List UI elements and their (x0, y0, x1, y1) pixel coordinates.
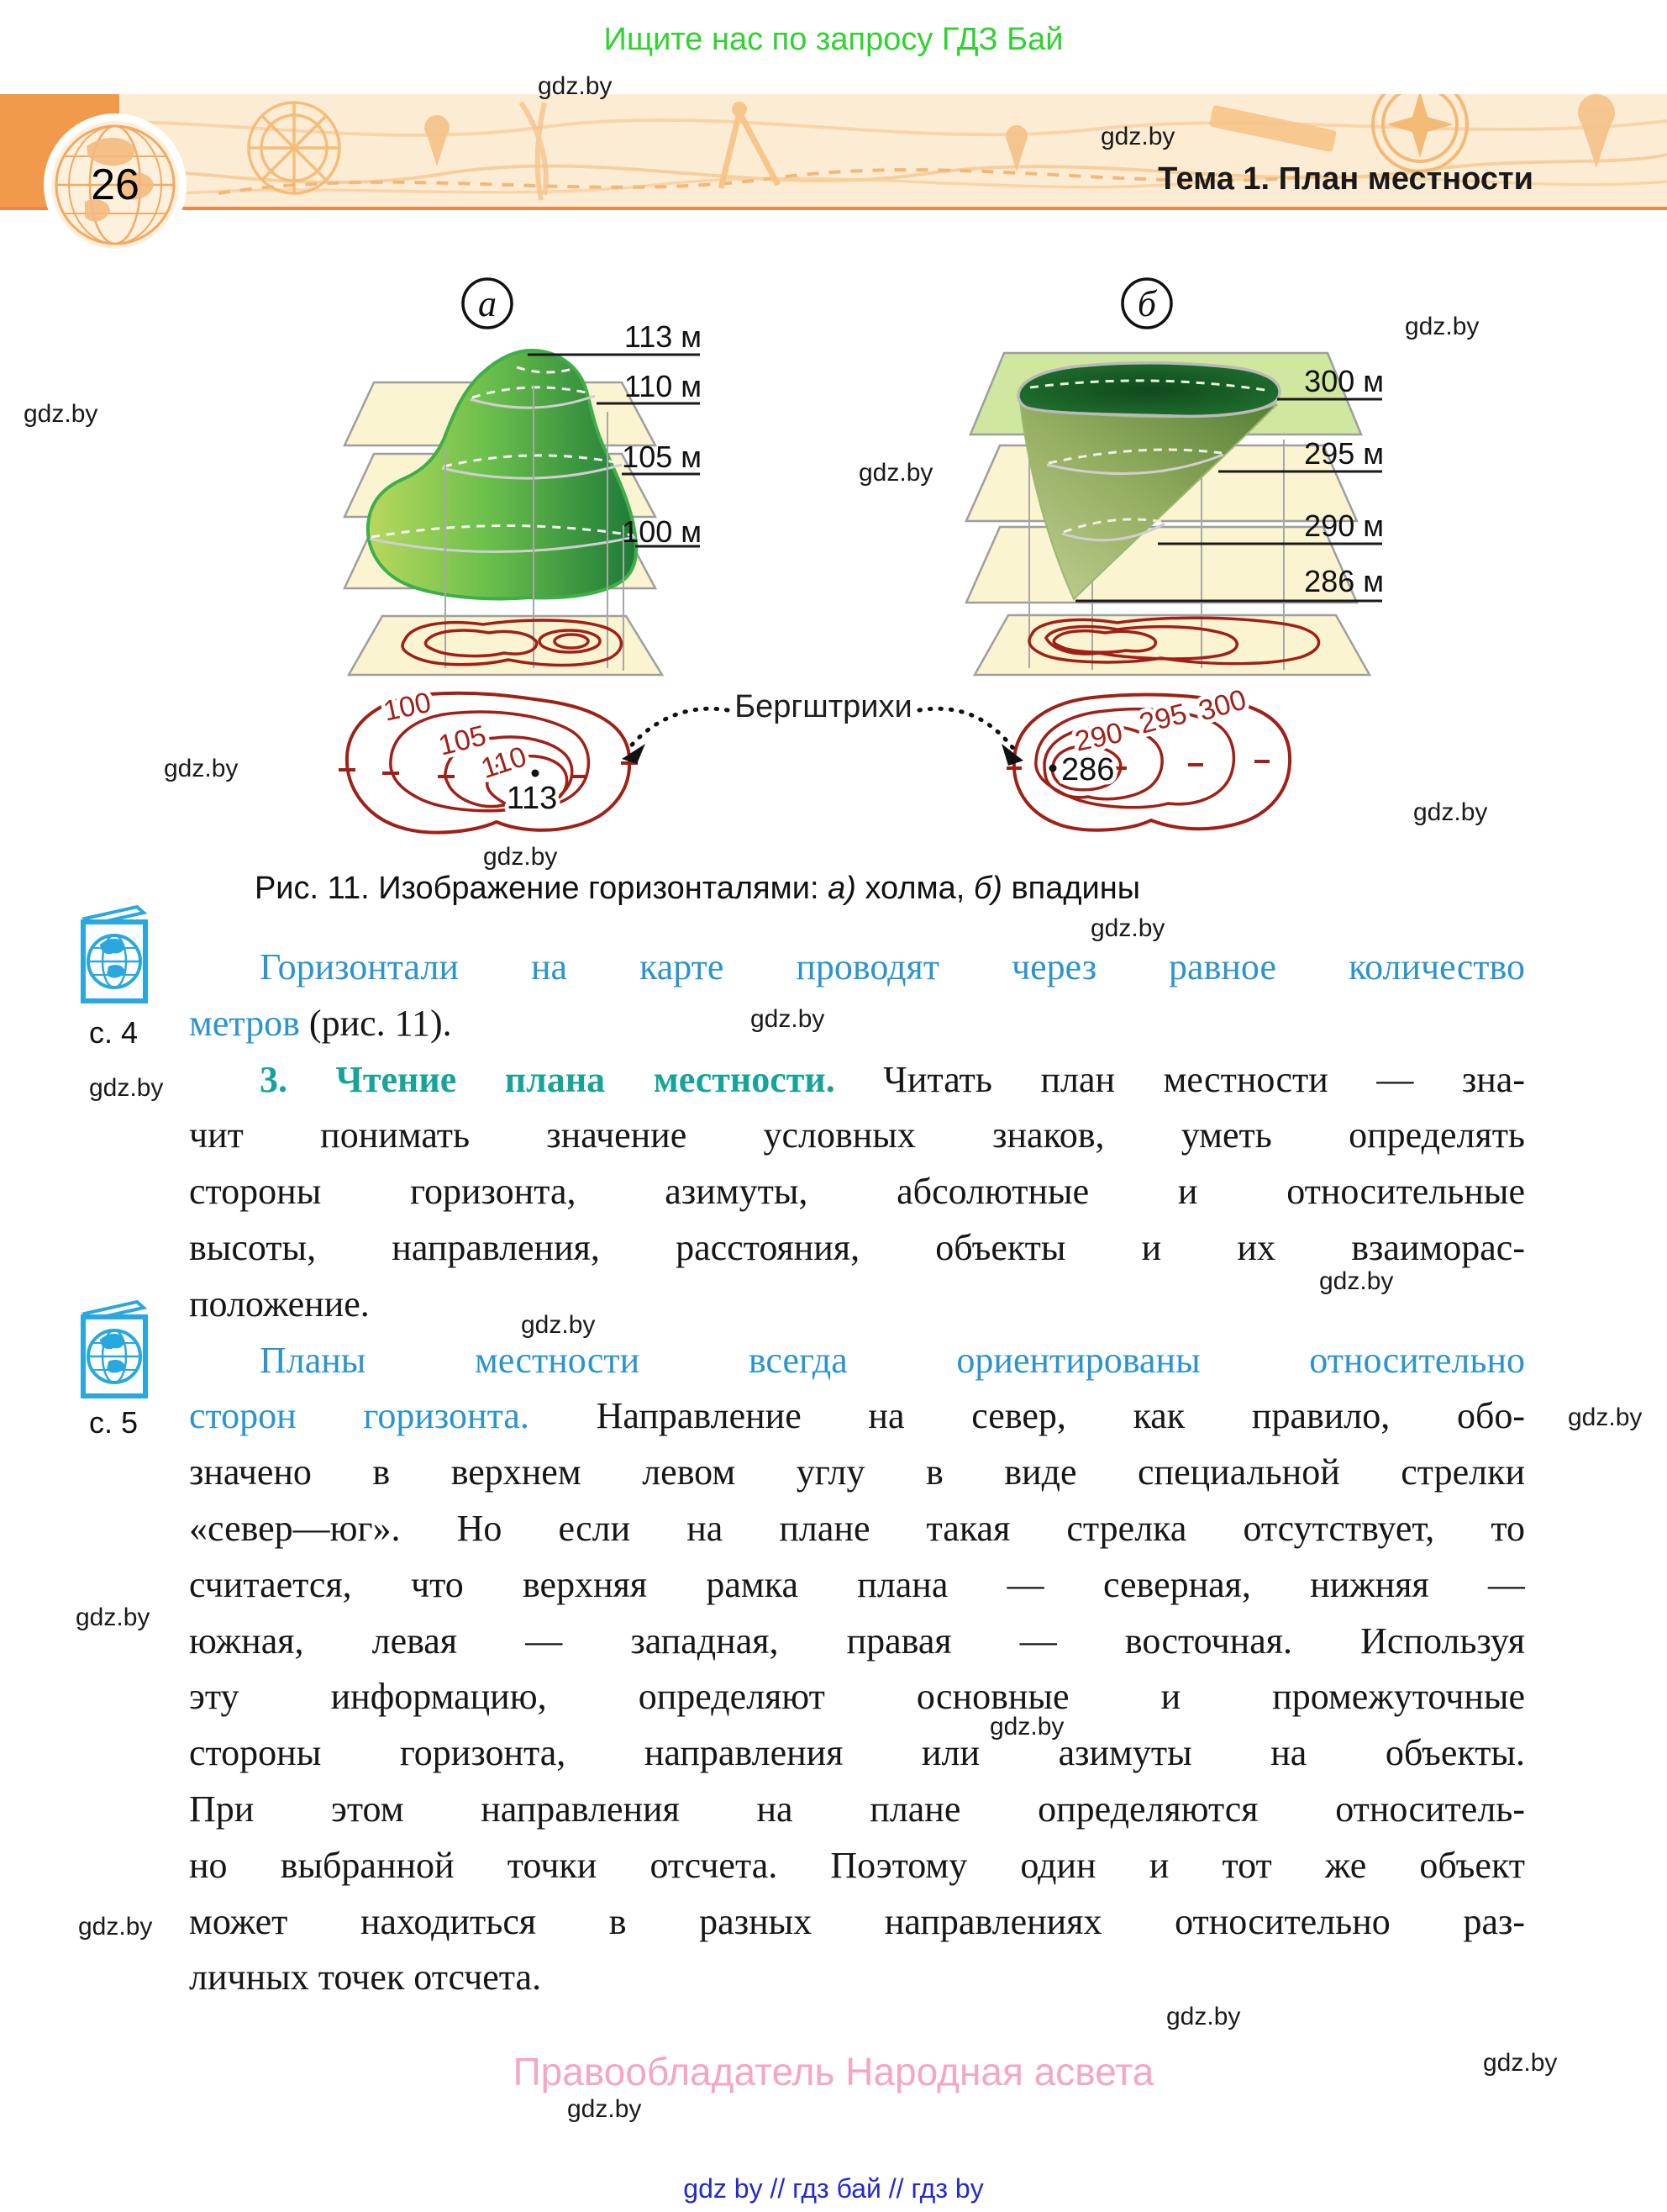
text-line: сторон горизонта. Направление на север, как правило, обо- (189, 1395, 1525, 1437)
chapter-title: Тема 1. План местности (1158, 161, 1533, 197)
gdz-watermark: gdz.by (78, 1913, 153, 1941)
ruler-icon (1209, 105, 1337, 153)
gdz-watermark: gdz.by (1483, 2049, 1558, 2077)
text-line: стороны горизонта, азимуты, абсолютные и относительные (189, 1171, 1525, 1213)
text-line: стороны горизонта, направления или азимуты на объекты. (189, 1732, 1525, 1774)
text-line: южная, левая — западная, правая — восточная. Используя (189, 1620, 1525, 1662)
gdz-watermark: gdz.by (1319, 1267, 1394, 1295)
elevation-label: 286 м (1304, 564, 1384, 598)
depth-elevation: 286 (1061, 752, 1115, 787)
elevation-label: 290 м (1304, 508, 1384, 543)
gdz-watermark: gdz.by (538, 72, 613, 100)
figure-caption: Рис. 11. Изображение горизонталями: а) холма, б) впадины (254, 871, 1141, 906)
figure-b-basin-3d (949, 273, 1395, 681)
figure-b-label: б (1137, 283, 1157, 324)
gdz-watermark: gdz.by (24, 400, 98, 428)
map-pin-icon (424, 94, 1615, 171)
paragraph-3 (189, 1333, 1525, 2007)
bergstrich-annotation (588, 668, 1059, 786)
gdz-watermark: gdz.by (859, 459, 933, 487)
text-line: личных точек отсчета. (189, 1957, 542, 1999)
contour-label: 290 (1072, 716, 1126, 758)
text-line: Планы местности всегда ориентированы относительно (260, 1339, 1525, 1381)
top-search-notice: Ищите нас по запросу ГДЗ Бай (603, 22, 1064, 57)
elevation-label: 295 м (1304, 436, 1384, 471)
contour-label: 110 (476, 740, 531, 785)
gdz-watermark: gdz.by (483, 843, 558, 871)
atlas-book-icon (71, 902, 155, 1009)
text-line: считается, что верхняя рамка плана — северная, нижняя — (189, 1563, 1525, 1605)
arrowhead-left-icon (622, 744, 645, 764)
text-line: эту информацию, определяют основные и промежуточные (189, 1676, 1525, 1718)
text-line: Горизонтали на карте проводят через равное количество (260, 946, 1525, 988)
contour-label: 105 (435, 719, 490, 762)
gdz-watermark: gdz.by (89, 1074, 164, 1102)
summit-elevation: 113 (506, 781, 558, 816)
text-line: метров (рис. 11). (189, 1002, 452, 1044)
atlas-book-icon (71, 1297, 155, 1404)
gdz-watermark: gdz.by (1091, 914, 1165, 942)
text-line: 3. Чтение плана местности. Читать план местности — зна- (260, 1058, 1525, 1100)
summit-point (532, 770, 539, 777)
text-line: может находиться в разных направлениях относительно раз- (189, 1900, 1525, 1942)
elevation-label: 105 м (622, 440, 702, 474)
gdz-watermark: gdz.by (164, 755, 239, 782)
elevation-label: 113 м (623, 319, 702, 354)
compass-rose-icon (1373, 94, 1467, 171)
text-line: значено в верхнем левом углу в виде специальной стрелки (189, 1451, 1525, 1493)
gdz-watermark: gdz.by (1101, 123, 1175, 150)
gdz-watermark: gdz.by (521, 1311, 596, 1339)
text-line: «север—юг». Но если на плане такая стрелка отсутствует, то (189, 1507, 1525, 1549)
gdz-watermark: gdz.by (1405, 313, 1480, 340)
gdz-watermark: gdz.by (1166, 2003, 1241, 2030)
page-reference: с. 4 (88, 1015, 139, 1050)
page-number-badge (51, 121, 179, 249)
contour-label: 295 (1136, 698, 1191, 740)
gdz-watermark: gdz.by (567, 2095, 642, 2123)
paragraph-1 (189, 940, 1525, 1052)
gdz-watermark: gdz.by (76, 1604, 150, 1631)
text-line: положение. (189, 1282, 370, 1325)
elevation-label: 100 м (622, 514, 702, 549)
gdz-watermark: gdz.by (750, 1005, 825, 1033)
figure-a-hill-3d (328, 273, 706, 681)
body-text (189, 940, 1525, 2006)
figure-a-label: а (478, 283, 497, 324)
text-line: высоты, направления, расстояния, объекты и их взаиморас- (189, 1226, 1525, 1268)
compass-rose-icon (249, 103, 339, 193)
page-number: 26 (91, 161, 139, 209)
elevation-label: 110 м (623, 369, 702, 403)
contour-label: 100 (381, 686, 434, 728)
gdz-watermark: gdz.by (1568, 1404, 1643, 1431)
text-line: чит понимать значение условных знаков, уметь определять (189, 1114, 1525, 1156)
elevation-label: 300 м (1304, 364, 1384, 398)
contour-label: 300 (1195, 683, 1250, 728)
annotation-label: Бергштрихи (734, 689, 912, 724)
header-band (0, 94, 1667, 210)
text-line: но выбранной точки отсчета. Поэтому один и тот же объект (189, 1844, 1525, 1886)
copyright-notice: Правообладатель Народная асвета (513, 2050, 1154, 2094)
page-reference: с. 5 (88, 1405, 139, 1440)
gdz-watermark: gdz.by (1413, 798, 1488, 826)
gdz-watermark: gdz.by (990, 1713, 1065, 1741)
text-line: При этом направления на плане определяются относитель- (189, 1788, 1525, 1830)
footer-links[interactable]: gdz by // гдз бай // гдз by (683, 2173, 984, 2204)
